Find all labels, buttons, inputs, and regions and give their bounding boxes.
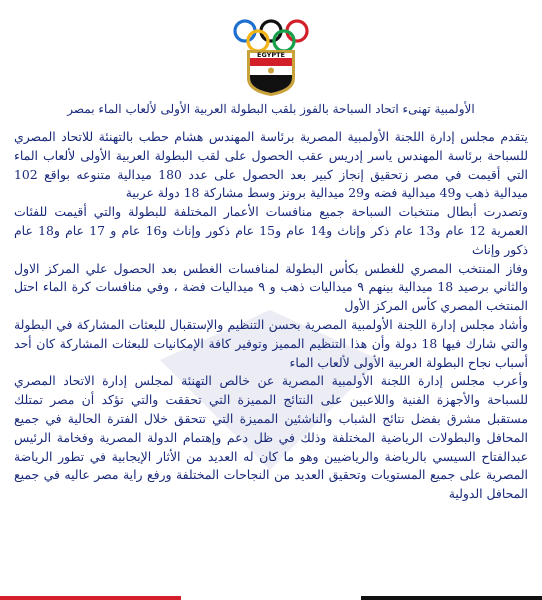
article-paragraph-5: وأعرب مجلس إدارة اللجنة الأولمبية المصرية عن خالص التهنئة لمجلس إدارة الاتحاد المصري للسباحة والأجهزة الفنية واللاعبين على النتائج المميزة التي تحققت والتي تؤكد أن مصر تمتلك مستقبل مشرق بفضل نتائج الشباب والناشئين المميزة التي تتحقق خلال الفترة الحالية في جميع المحافل والبطولات الرياضية المختلفة وذلك في ظل دعم وإهتمام الدولة المصرية وفخامة الرئيس عبدالفتاح السيسي بالرياضة والرياضيين وهو ما كان له العديد من الأثار الإيجابية في تطور الرياضة المصرية على جميع المستويات وتحقيق العديد من النجاحات المختلفة ورفع راية مصر عاليه في جميع المحافل الدولية — [14, 373, 528, 502]
flag-color-strip — [0, 596, 542, 600]
olympic-rings-icon — [235, 21, 307, 51]
flag-strip-red — [0, 596, 181, 600]
article-paragraph-3: وفاز المنتخب المصري للغطس بكأس البطولة لمنافسات الغطس بعد الحصول علي المركز الاول والثاني برصيد 18 ميدالية بينهم ٩ ميداليات ذهب و ٩ ميداليات فضة ، وفي منافسات كرة الماء احتل المنتخب المصري كأس المركز الأول — [14, 260, 529, 314]
flag-strip-white — [181, 596, 362, 600]
flag-strip-black — [361, 596, 542, 600]
article-paragraph-4: وأشاد مجلس إدارة اللجنة الأولمبية المصرية بحسن التنظيم والإستقبال للبعثات المشاركة في البطولة والتي شارك فيها 18 دولة وأن هذا التنظيم المميز وتوفير كافة الإمكانيات للبعثات المشاركة كان أحد أسباب نجاح البطولة العربية الأولى لألعاب الماء — [14, 316, 528, 370]
article-headline: الأولمبية تهنىء اتحاد السباحة بالفوز بلقب البطولة العربية الأولى لألعاب الماء بمصر — [67, 102, 475, 116]
logo-label: EGYPTE — [257, 51, 285, 59]
article-paragraph-2: وتصدرت أبطال منتخبات السباحة جميع منافسات الأعمار المختلفة للبطولة والتي أقيمت للفئات العمرية 12 عام و13 عام ذكر وإناث و14 عام و15 عام ذكور وإناث و16 عام و 17 عام و18 عام ذكور وإناث — [14, 204, 528, 257]
article-body — [14, 100, 528, 504]
egypt-olympic-logo — [0, 8, 542, 96]
article-paragraph-1: يتقدم مجلس إدارة اللجنة الأولمبية المصرية برئاسة المهندس هشام حطب بالتهنئة للاتحاد المصري للسباحة برئاسة المهندس ياسر إدريس عقب الحصول على لقب البطولة العربية الأولى لألعاب الماء التي أقيمت في مصر زتحقيق إنجاز كبير بعد الحصول على عدد 180 ميدالية متنوعه بواقع 102 ميدالية ذهب و49 ميدالية فضه و29 ميدالية برونز وسط مشاركة 18 دولة عربية — [14, 129, 528, 201]
